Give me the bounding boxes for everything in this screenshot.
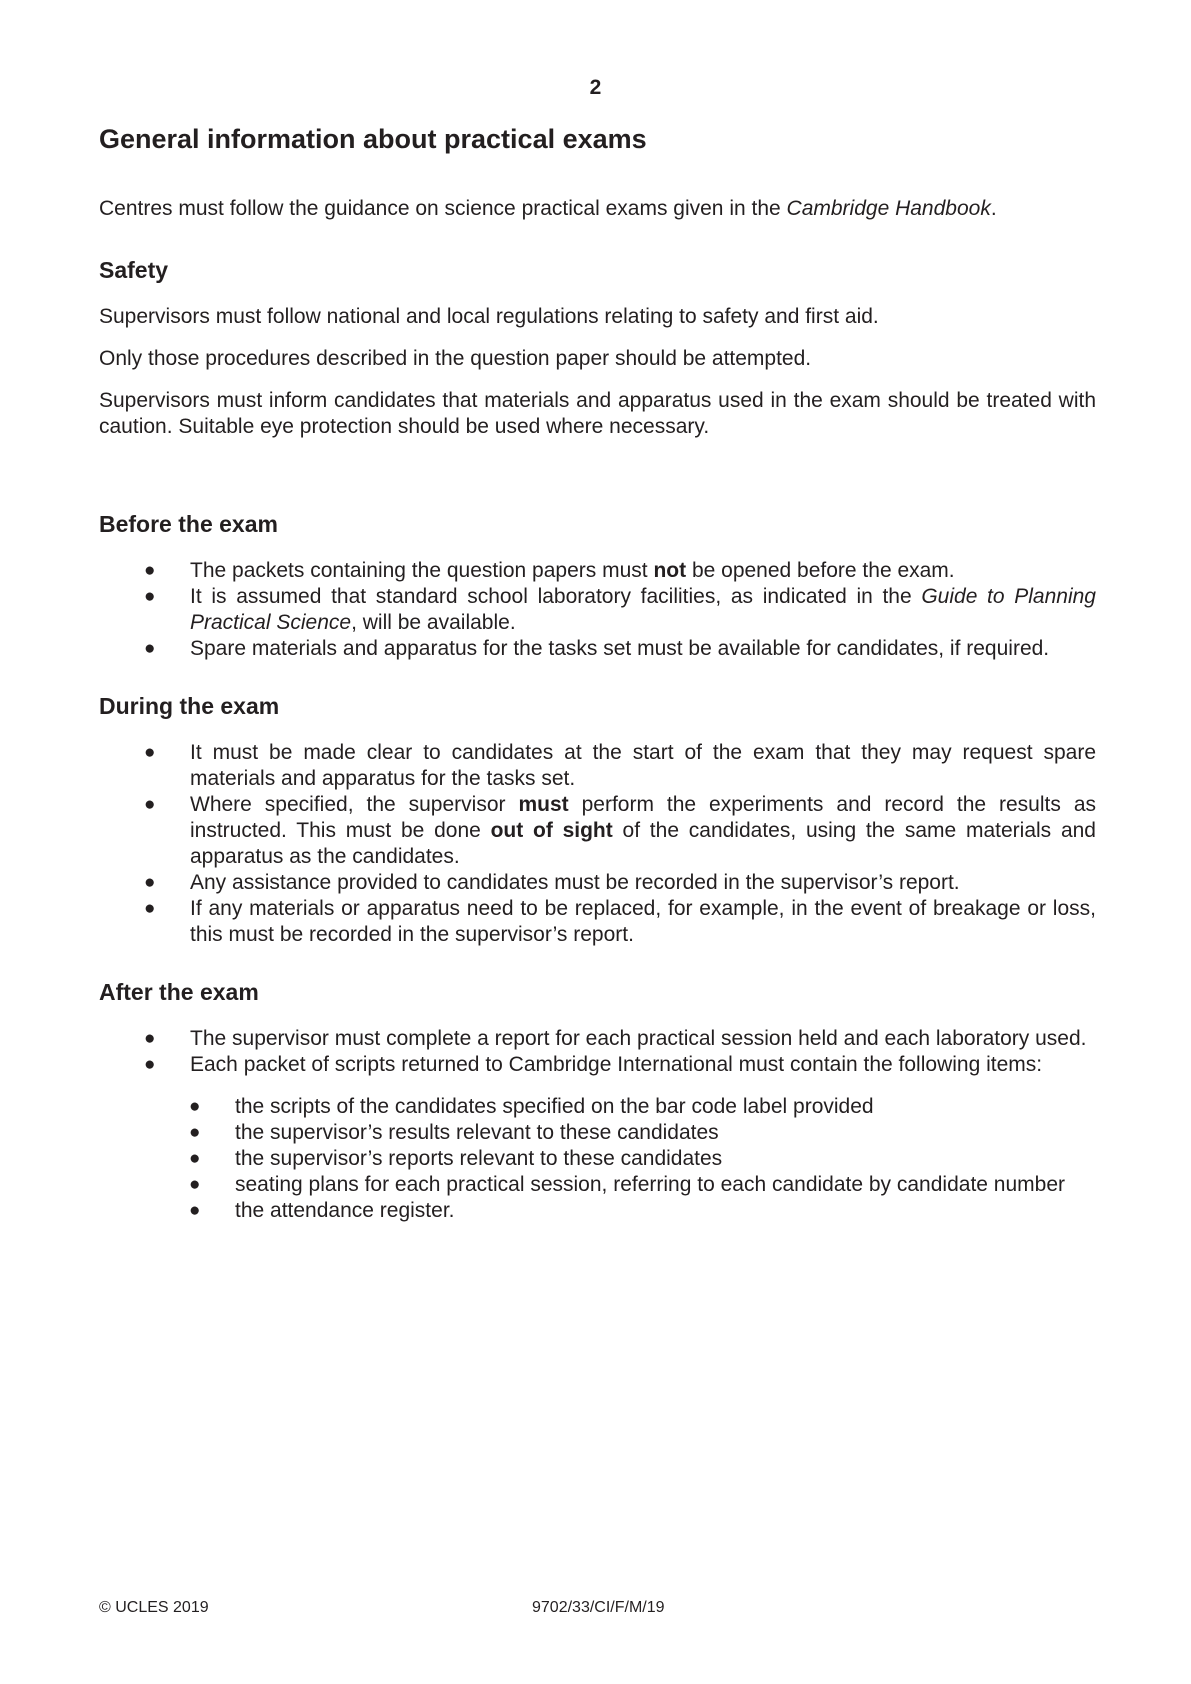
safety-paragraph: Supervisors must inform candidates that materials and apparatus used in the exam should be treated with caution. Suitable eye protection should be used where necessary. xyxy=(99,389,1096,438)
item-text: The supervisor must complete a report for each practical session held and each laboratory used. xyxy=(190,1027,1087,1050)
page-number: 2 xyxy=(589,76,602,99)
bullet-icon: ● xyxy=(144,1054,156,1075)
bullet-icon: ● xyxy=(144,742,156,763)
list-item xyxy=(99,584,1096,636)
item-text: be opened before the exam. xyxy=(686,559,955,582)
sub-list-item xyxy=(99,1120,1096,1146)
bullet-icon: ● xyxy=(144,898,156,919)
list-item xyxy=(99,636,1096,662)
copyright-notice: © UCLES 2019 xyxy=(99,1599,209,1616)
item-text: It is assumed that standard school laboratory facilities, as indicated in the xyxy=(190,585,922,608)
intro-paragraph xyxy=(99,196,1096,222)
page-title: General information about practical exams xyxy=(99,124,647,154)
sub-list-item xyxy=(99,1146,1096,1172)
list-item xyxy=(99,792,1096,870)
item-text: of the candidates, using the same materials and apparatus as the candidates. xyxy=(190,819,1096,868)
bullet-icon: ● xyxy=(189,1096,201,1117)
bullet-icon: ● xyxy=(144,1028,156,1049)
item-text: It must be made clear to candidates at the start of the exam that they may request spare materials and apparatus for the tasks set. xyxy=(190,741,1096,790)
item-text: Where specified, the supervisor xyxy=(190,793,519,816)
item-emphasis: not xyxy=(653,559,687,582)
list-item xyxy=(99,896,1096,948)
safety-heading: Safety xyxy=(99,257,169,283)
item-text: seating plans for each practical session, referring to each candidate by candidate number xyxy=(235,1173,1065,1196)
bullet-icon: ● xyxy=(189,1200,201,1221)
item-emphasis: must xyxy=(518,793,569,816)
safety-paragraph: Supervisors must follow national and local regulations relating to safety and first aid. xyxy=(99,305,879,328)
item-emphasis: out of sight xyxy=(490,819,613,842)
intro-end: . xyxy=(990,197,997,220)
sub-list-item xyxy=(99,1172,1096,1198)
document-body xyxy=(99,118,1096,1224)
item-text: the scripts of the candidates specified on the bar code label provided xyxy=(235,1095,874,1118)
bullet-icon: ● xyxy=(144,560,156,581)
item-text: the supervisor’s results relevant to these candidates xyxy=(235,1121,719,1144)
bullet-icon: ● xyxy=(144,794,156,815)
during-exam-heading: During the exam xyxy=(99,693,280,719)
before-exam-heading: Before the exam xyxy=(99,511,278,537)
after-exam-list xyxy=(99,1026,1096,1078)
intro-text: Centres must follow the guidance on science practical exams given in the xyxy=(99,197,787,220)
before-exam-list xyxy=(99,558,1096,662)
item-text: Any assistance provided to candidates must be recorded in the supervisor’s report. xyxy=(190,871,960,894)
item-text: Spare materials and apparatus for the tasks set must be available for candidates, if required. xyxy=(190,637,1050,660)
item-text: perform the experiments and record the results as instructed. This must be done xyxy=(190,793,1096,842)
item-text: , will be available. xyxy=(351,611,516,634)
handbook-title: Cambridge Handbook xyxy=(786,197,991,220)
sub-list-item xyxy=(99,1198,1096,1224)
list-item xyxy=(99,870,1096,896)
bullet-icon: ● xyxy=(189,1122,201,1143)
item-text: Each packet of scripts returned to Cambridge International must contain the following items: xyxy=(190,1053,1043,1076)
safety-paragraph: Only those procedures described in the question paper should be attempted. xyxy=(99,347,812,370)
after-exam-heading: After the exam xyxy=(99,979,259,1005)
document-code: 9702/33/CI/F/M/19 xyxy=(532,1599,665,1616)
bullet-icon: ● xyxy=(144,638,156,659)
item-text: If any materials or apparatus need to be replaced, for example, in the event of breakage or loss, this must be recorded in the supervisor’s report. xyxy=(190,897,1096,946)
item-text: The packets containing the question papers must xyxy=(190,559,654,582)
bullet-icon: ● xyxy=(189,1174,201,1195)
during-exam-list xyxy=(99,740,1096,948)
packet-contents-list xyxy=(99,1094,1096,1224)
item-text: the attendance register. xyxy=(235,1199,455,1222)
list-item xyxy=(99,740,1096,792)
list-item xyxy=(99,1026,1096,1052)
guide-title: Guide to Planning Practical Science xyxy=(190,585,1096,634)
bullet-icon: ● xyxy=(144,586,156,607)
bullet-icon: ● xyxy=(189,1148,201,1169)
sub-list-item xyxy=(99,1094,1096,1120)
item-text: the supervisor’s reports relevant to these candidates xyxy=(235,1147,723,1170)
list-item xyxy=(99,1052,1096,1078)
list-item xyxy=(99,558,1096,584)
bullet-icon: ● xyxy=(144,872,156,893)
